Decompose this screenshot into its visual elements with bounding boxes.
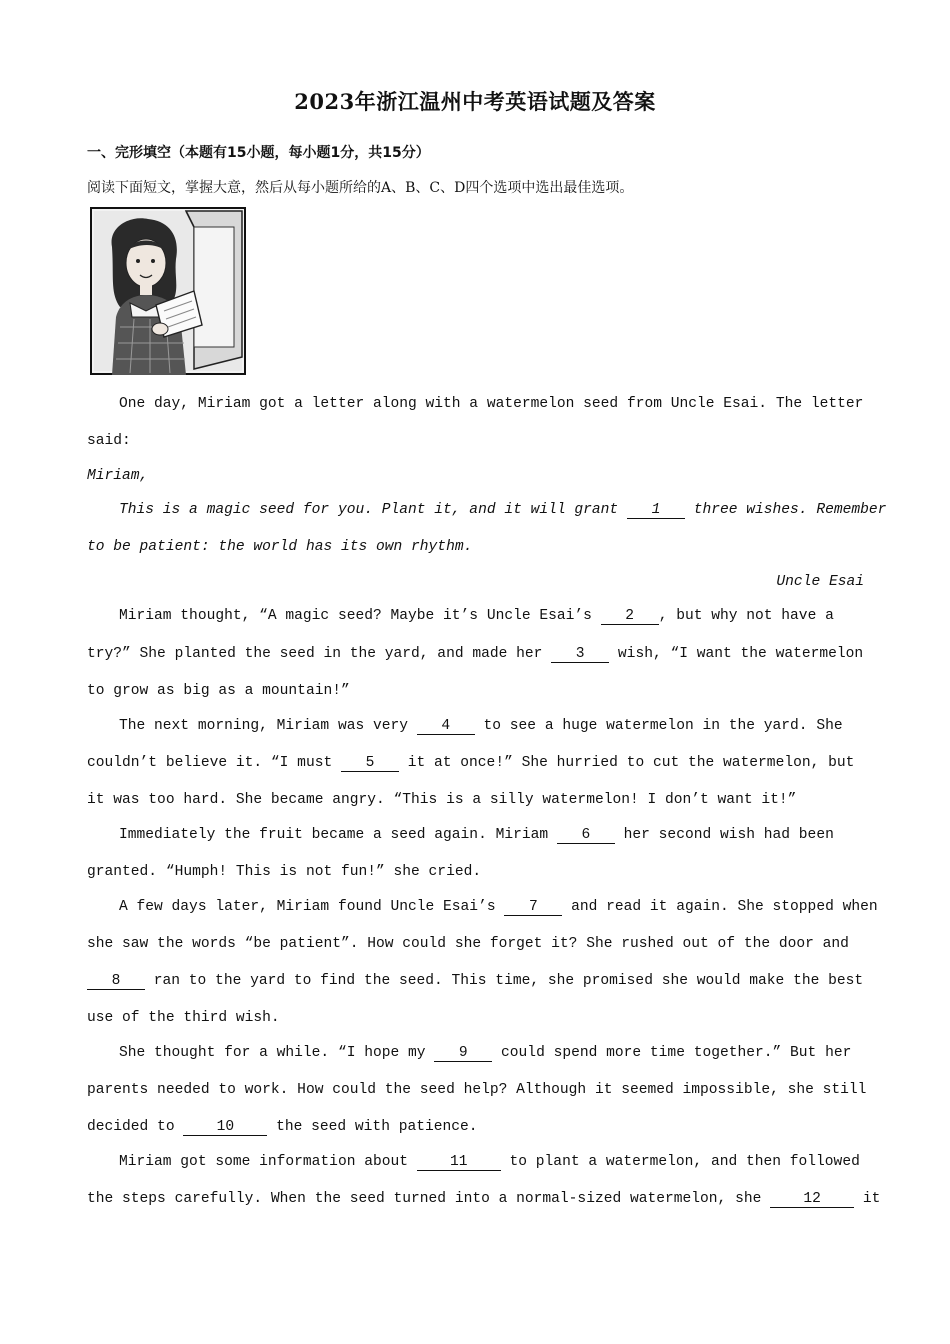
girl-reading-letter-image	[90, 207, 246, 375]
passage-line: Miriam thought, “A magic seed? Maybe it’s Uncle Esai’s 2 , but why not have a	[119, 608, 834, 624]
section-heading: 一、完形填空（本题有15小题，每小题1分，共15分）	[87, 145, 430, 161]
passage-line: decided to 10 the seed with patience.	[87, 1119, 478, 1135]
page-title: 2023年浙江温州中考英语试题及答案	[294, 89, 656, 114]
instructions: 阅读下面短文，掌握大意，然后从每小题所给的A、B、C、D四个选项中选出最佳选项。	[87, 180, 634, 196]
passage-line: the steps carefully. When the seed turned into a normal-sized watermelon, she 12 it	[87, 1191, 881, 1207]
passage-line: couldn’t believe it. “I must 5 it at once!” She hurried to cut the watermelon, but	[87, 755, 855, 771]
passage-line: said:	[87, 433, 131, 449]
passage-line: One day, Miriam got a letter along with a watermelon seed from Uncle Esai. The letter	[119, 396, 864, 412]
blank-9: 9	[434, 1045, 492, 1062]
passage-line: try?” She planted the seed in the yard, and made her 3 wish, “I want the watermelon	[87, 646, 864, 662]
passage-line: to grow as big as a mountain!”	[87, 683, 350, 699]
passage-line: granted. “Humph! This is not fun!” she cried.	[87, 864, 482, 880]
passage-line: 8 ran to the yard to find the seed. This time, she promised she would make the best	[87, 973, 863, 990]
blank-6: 6	[557, 827, 615, 844]
blank-12: 12	[770, 1191, 854, 1208]
blank-7: 7	[504, 899, 562, 916]
passage-line: it was too hard. She became angry. “This is a silly watermelon! I don’t want it!”	[87, 792, 797, 808]
passage-line: This is a magic seed for you. Plant it, and it will grant 1 three wishes. Remember	[119, 502, 887, 518]
passage-line: parents needed to work. How could the seed help? Although it seemed impossible, she still	[87, 1082, 867, 1098]
blank-1: 1	[627, 502, 685, 519]
blank-10: 10	[183, 1119, 267, 1136]
passage-line: Miriam got some information about 11 to plant a watermelon, and then followed	[119, 1154, 860, 1170]
passage-line: she saw the words “be patient”. How could she forget it? She rushed out of the door and	[87, 936, 849, 952]
blank-3: 3	[551, 646, 609, 663]
letter-salutation: Miriam,	[87, 468, 149, 484]
blank-5: 5	[341, 755, 399, 772]
passage-line: The next morning, Miriam was very 4 to see a huge watermelon in the yard. She	[119, 718, 843, 734]
passage-line: She thought for a while. “I hope my 9 could spend more time together.” But her	[119, 1045, 852, 1061]
blank-8: 8	[87, 973, 145, 990]
passage-line: use of the third wish.	[87, 1010, 280, 1026]
blank-11: 11	[417, 1154, 501, 1171]
letter-signature: Uncle Esai	[776, 574, 864, 590]
blank-4: 4	[417, 718, 475, 735]
passage-line: A few days later, Miriam found Uncle Esai’s 7 and read it again. She stopped when	[119, 899, 878, 915]
blank-2: 2	[601, 608, 659, 625]
passage-line: to be patient: the world has its own rhythm.	[87, 539, 473, 555]
passage-line: Immediately the fruit became a seed again. Miriam 6 her second wish had been	[119, 827, 834, 843]
